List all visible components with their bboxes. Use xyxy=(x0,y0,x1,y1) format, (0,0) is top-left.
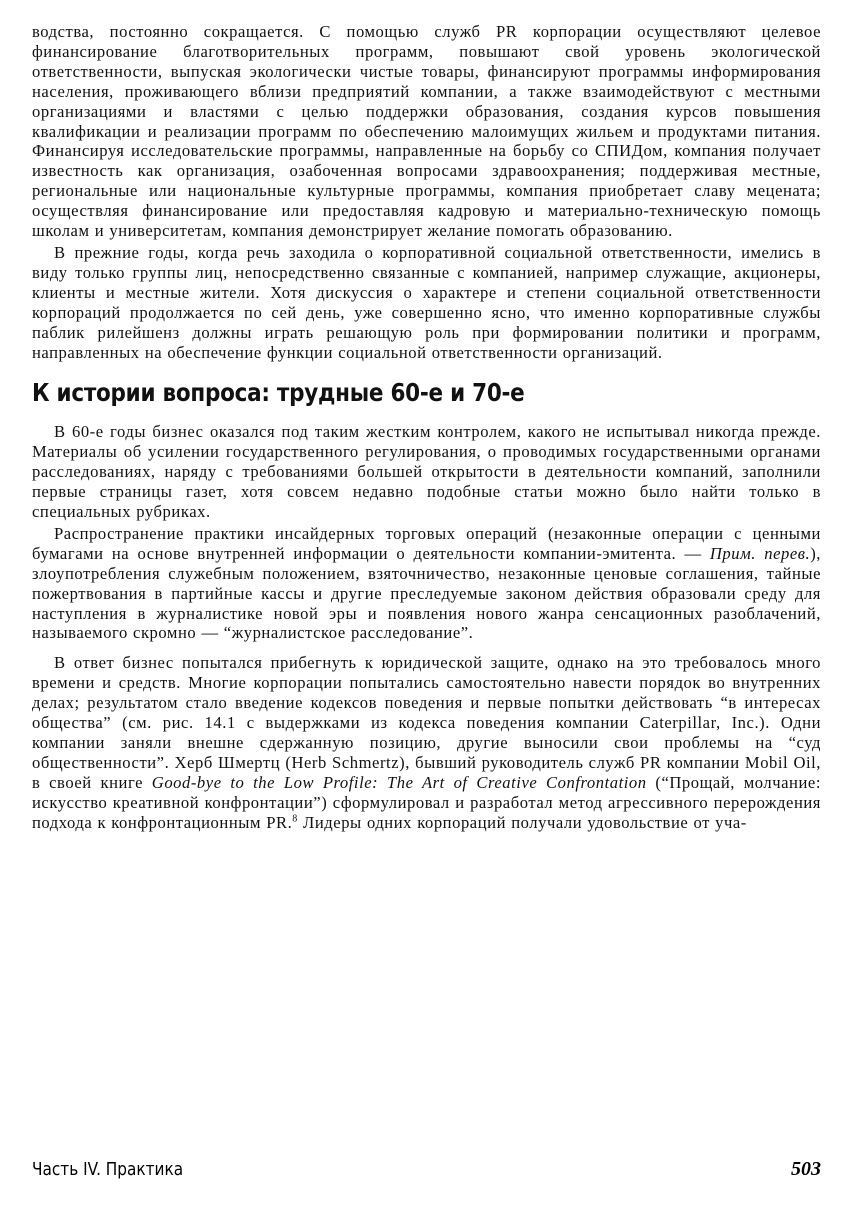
paragraph-response-part1: В ответ бизнес попытался прибегнуть к юридической защите, однако на это требовалось много времени и средств. Многие корпорации попытались самостоятельно навести порядок во внутренних делах; результатом стало введение кодексов поведения и первые попытки действовать “в интересах общества” (см. рис. 14.1 с выдержками из кодекса поведения компании Caterpillar, Inc.). Одни компании заняли внешне сдержанную позицию, другие выносили свои проблемы на “суд общественности”. Херб Шмертц (Herb Schmertz), бывший руководитель служб PR компании Mobil Oil, в своей книге xyxy=(32,653,821,792)
page-footer xyxy=(32,1158,821,1181)
paragraph-response-part3: Лидеры одних корпораций получали удовольствие от уча- xyxy=(297,812,747,832)
page-number: 503 xyxy=(791,1158,821,1180)
book-title: Good-bye to the Low Profile: The Art of Creative Confrontation xyxy=(151,772,647,792)
footnote-reference: 8 xyxy=(292,813,298,825)
paragraph-business-response xyxy=(32,653,821,832)
footer-section-title: Часть IV. Практика xyxy=(32,1159,184,1180)
paragraph-insider-part2: ), злоупотребления служебным положением, взяточничество, незаконные ценовые соглашения, тайные пожертвования в партийные кассы и другие преследуемые законом действия образовали среду для наступления в журналистике новой эры и появления нового жанра сенсационных разоблачений, называемого скромно — “журналистское расследование”. xyxy=(32,543,821,643)
paragraph-insider-trading xyxy=(32,524,821,643)
translator-note: Прим. перев. xyxy=(709,543,811,563)
paragraph-response-part2: (“Прощай, молчание: искусство креативной конфронтации”) сформулировал и разработал метод агрессивного перерождения подхода к конфронтационным PR. xyxy=(32,772,821,832)
paragraph-insider-part1: Распространение практики инсайдерных торговых операций (незаконные операции с ценными бумагами на основе внутренней информации о деятельности компании-эмитента. — xyxy=(32,523,821,563)
paragraph-60s-control: В 60-е годы бизнес оказался под таким жестким контролем, какого не испытывал никогда прежде. Материалы об усилении государственного регулирования, о проводимых государственными органами расследованиях, наряду с требованиями большей открытости в деятельности компаний, заполнили первые страницы газет, хотя совсем недавно подобные статьи можно было найти только в специальных рубриках. xyxy=(32,422,821,522)
paragraph-csr-history: В прежние годы, когда речь заходила о корпоративной социальной ответственности, имелись в виду только группы лиц, непосредственно связанные с компанией, например служащие, акционеры, клиенты и местные жители. Хотя дискуссия о характере и степени социальной ответственности корпораций продолжается по сей день, уже совершенно ясно, что именно корпоративные службы паблик рилейшенз должны играть решающую роль при формировании политики и программ, направленных на обеспечение функции социальной ответственности организаций. xyxy=(32,242,821,362)
paragraph-csr-programs: водства, постоянно сокращается. С помощью служб PR корпорации осуществляют целевое финансирование благотворительных программ, повышают свой уровень экологической ответственности, выпуская экологически чистые товары, финансируют программы информирования населения, проживающего вблизи предприятий компании, а также взаимодействуют с местными организациями и властями с целью поддержки образования, создания курсов повышения квалификации и реализации программ по обеспечению малоимущих жильем и продуктами питания. Финансируя исследовательские программы, направленные на борьбу со СПИДом, компания получает известность как организация, озабоченная вопросами здравоохранения; поддерживая местные, региональные или национальные культурные программы, компания приобретает славу мецената; осуществляя финансирование или предоставляя кадровую и материально-техническую помощь школам и университетам, компания демонстрирует желание помогать образованию. xyxy=(32,22,821,241)
section-heading: К истории вопроса: трудные 60-е и 70-е xyxy=(32,378,525,408)
